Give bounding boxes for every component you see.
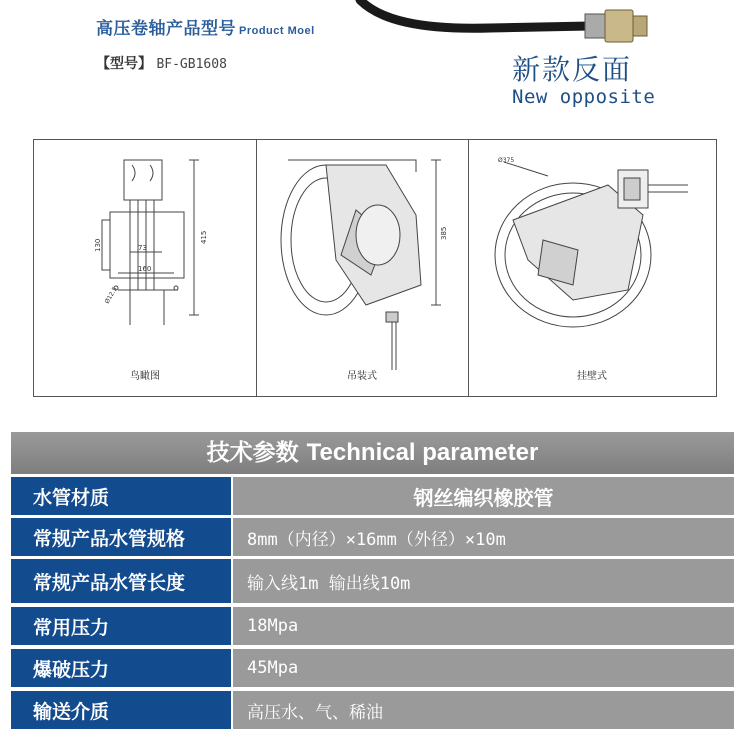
spec-row-hose-length [11, 559, 734, 603]
spec-row-material [11, 477, 734, 515]
spec-value: 高压水、气、稀油 [233, 691, 734, 729]
spec-key: 常用压力 [11, 607, 231, 645]
spec-row-hose-spec [11, 518, 734, 556]
spec-key: 常规产品水管长度 [11, 559, 231, 603]
dim-415: 415 [200, 230, 208, 244]
drawing-ceiling-mount [256, 140, 469, 396]
new-version-subtitle: New opposite [512, 86, 656, 108]
drawing-wall-mount [468, 140, 716, 396]
spec-value: 钢丝编织橡胶管 [233, 477, 734, 515]
dim-160: 160 [138, 265, 152, 273]
caption-ceiling-mount: 吊装式 [347, 371, 377, 382]
technical-drawings [33, 139, 717, 397]
spec-row-medium [11, 691, 734, 729]
drawing-top-view [34, 140, 257, 396]
spec-key: 爆破压力 [11, 649, 231, 687]
dim-73: 73 [138, 244, 147, 252]
spec-key: 常规产品水管规格 [11, 518, 231, 556]
spec-row-burst-pressure [11, 649, 734, 687]
spec-value: 45Mpa [233, 649, 734, 687]
caption-top-view: 鸟瞰图 [130, 371, 160, 382]
spec-key: 水管材质 [11, 477, 231, 515]
spec-value: 8mm（内径）×16mm（外径）×10m [233, 518, 734, 556]
spec-value: 18Mpa [233, 607, 734, 645]
dim-130: 130 [94, 238, 102, 252]
new-version-title: 新款反面 [512, 53, 633, 86]
spec-key: 输送介质 [11, 691, 231, 729]
product-model-title: 高压卷轴产品型号 Product Moel [96, 19, 315, 39]
dim-o375: Ø375 [498, 157, 515, 164]
dim-o12-5: Ø12.5 [103, 285, 119, 305]
caption-wall-mount: 挂壁式 [577, 371, 607, 382]
spec-value: 输入线1m 输出线10m [233, 559, 734, 603]
spec-table-heading: 技术参数 Technical parameter [11, 432, 734, 474]
model-number: 【型号】 BF-GB1608 [96, 56, 227, 72]
spec-row-working-pressure [11, 607, 734, 645]
dim-385: 385 [440, 226, 448, 240]
